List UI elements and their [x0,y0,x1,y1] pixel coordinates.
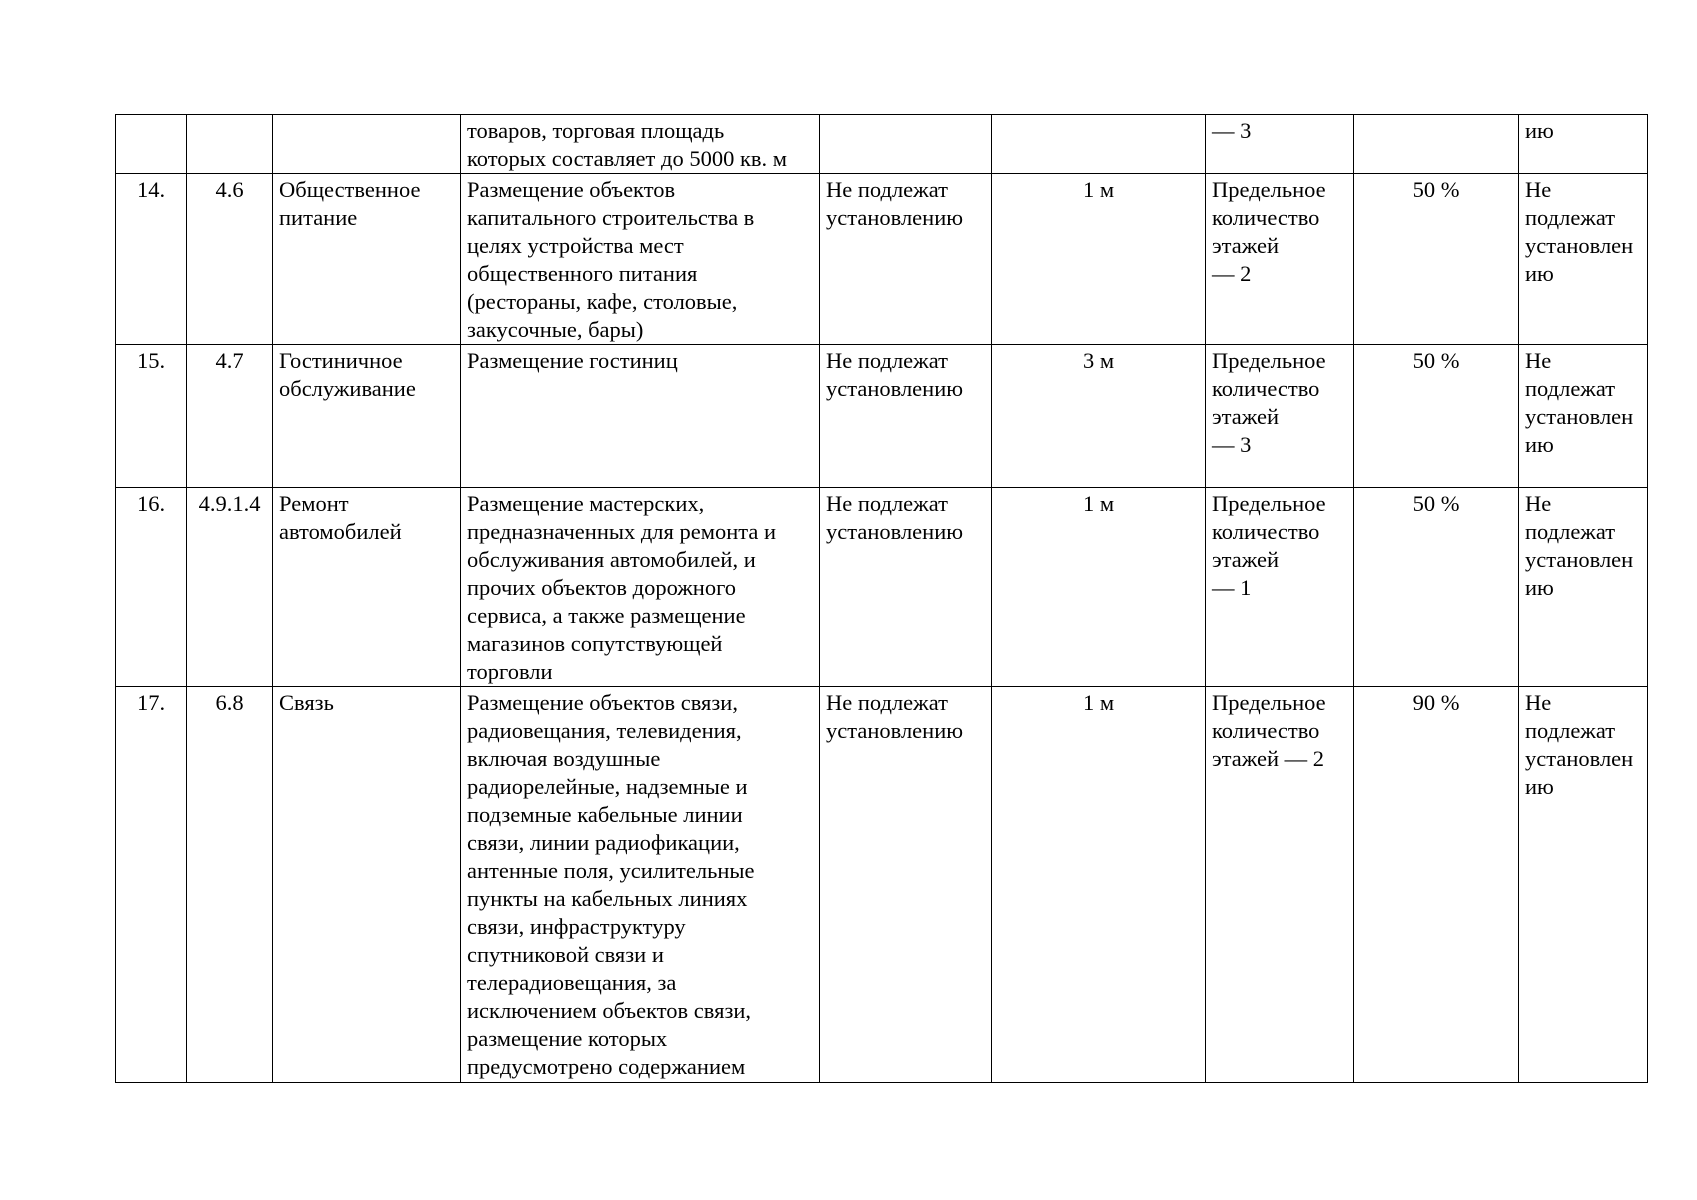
cell-text-line: обслуживание [279,376,416,401]
other-params-cell [1519,345,1648,488]
code-cell [187,115,273,174]
code-cell [187,687,273,1083]
table-row [116,687,1648,1083]
cell-text-line: предусмотрено содержанием [467,1054,746,1079]
floors-cell [1206,687,1354,1083]
use-name-cell [273,488,461,687]
cell-text-line: количество [1212,519,1320,544]
cell-text-line: включая воздушные [467,746,661,771]
row-number-cell [116,115,187,174]
cell-text-line: Предельное [1212,348,1326,373]
cell-text-line: Не [1525,177,1552,202]
cell-text-line: сервиса, а также размещение [467,603,746,628]
cell-text-line: связи, линии радиофикации, [467,830,740,855]
cell-text-line: Размещение гостиниц [467,348,678,373]
cell-text-line: ию [1525,432,1554,457]
cell-text-line: установлению [826,376,964,401]
table-row [116,115,1648,174]
cell-text: 17. [136,690,166,715]
cell-text-line: связи, инфраструктуру [467,914,686,939]
cell-text-line: этажей [1212,547,1280,572]
table-row [116,488,1648,687]
row-number-cell [116,345,187,488]
cell-text: 4.6 [215,177,244,202]
use-name-cell [273,687,461,1083]
cell-text-line: Не [1525,348,1552,373]
cell-text-line: Ремонт [279,491,349,516]
cell-text-line: Не подлежат [826,690,948,715]
cell-text: 3 м [1082,348,1115,373]
use-name-cell [273,115,461,174]
cell-text-line: Не [1525,491,1552,516]
cell-text-line: Предельное [1212,491,1326,516]
description-cell [461,687,820,1083]
cell-text-line: Не подлежат [826,491,948,516]
cell-text-line: подлежат [1525,376,1616,401]
floors-cell [1206,488,1354,687]
cell-text-line: пункты на кабельных линиях [467,886,748,911]
setback-cell [992,174,1206,345]
cell-text-line: автомобилей [279,519,402,544]
cell-text: 1 м [1082,491,1115,516]
table-row [116,174,1648,345]
cell-text-line: ию [1525,774,1554,799]
cell-text-line: Не подлежат [826,348,948,373]
description-cell [461,115,820,174]
row-number-cell [116,174,187,345]
code-cell [187,174,273,345]
cell-text-line: Предельное [1212,690,1326,715]
description-cell [461,345,820,488]
coverage-cell [1354,345,1519,488]
cell-text-line: — 3 [1212,118,1252,143]
setback-cell [992,115,1206,174]
cell-text-line: количество [1212,718,1320,743]
row-number-cell [116,488,187,687]
plot-size-cell [820,115,992,174]
cell-text: 50 % [1412,491,1460,516]
row-number-cell [116,687,187,1083]
cell-text: 16. [136,491,166,516]
cell-text-line: Связь [279,690,334,715]
cell-text: 50 % [1412,348,1460,373]
coverage-cell [1354,174,1519,345]
cell-text-line: размещение которых [467,1026,668,1051]
cell-text-line: установлению [826,205,964,230]
cell-text-line: Общественное [279,177,421,202]
setback-cell [992,687,1206,1083]
cell-text-line: Гостиничное [279,348,403,373]
cell-text-line: торговли [467,659,553,684]
cell-text-line: (рестораны, кафе, столовые, [467,289,738,314]
cell-text-line: — 2 [1212,261,1252,286]
cell-text-line: Предельное [1212,177,1326,202]
coverage-cell [1354,115,1519,174]
cell-text-line: капитального строительства в [467,205,755,230]
cell-text-line: ию [1525,261,1554,286]
setback-cell [992,488,1206,687]
cell-text-line: установлен [1525,547,1634,572]
cell-text-line: которых составляет до 5000 кв. м [467,146,787,171]
cell-text-line: телерадиовещания, за [467,970,677,995]
cell-text-line: подлежат [1525,718,1616,743]
cell-text-line: подлежат [1525,205,1616,230]
cell-text: 4.7 [215,348,244,373]
cell-text-line: ию [1525,118,1554,143]
cell-text-line: установлен [1525,404,1634,429]
cell-text-line: этажей — 2 [1212,746,1325,771]
cell-text-line: — 1 [1212,575,1252,600]
code-cell [187,345,273,488]
cell-text-line: прочих объектов дорожного [467,575,737,600]
cell-text-line: радиорелейные, надземные и [467,774,748,799]
cell-text-line: Не подлежат [826,177,948,202]
cell-text-line: установлению [826,519,964,544]
other-params-cell [1519,488,1648,687]
cell-text-line: магазинов сопутствующей [467,631,723,656]
cell-text: 90 % [1412,690,1460,715]
cell-text-line: предназначенных для ремонта и [467,519,777,544]
use-name-cell [273,345,461,488]
cell-text: 6.8 [215,690,244,715]
cell-text: 1 м [1082,690,1115,715]
cell-text-line: количество [1212,376,1320,401]
cell-text-line: количество [1212,205,1320,230]
cell-text: 4.9.1.4 [198,491,261,516]
cell-text-line: исключением объектов связи, [467,998,752,1023]
other-params-cell [1519,115,1648,174]
cell-text-line: установлению [826,718,964,743]
zoning-table [115,114,1648,1083]
cell-text-line: подземные кабельные линии [467,802,743,827]
coverage-cell [1354,488,1519,687]
cell-text: 50 % [1412,177,1460,202]
coverage-cell [1354,687,1519,1083]
cell-text-line: ию [1525,575,1554,600]
description-cell [461,174,820,345]
cell-text-line: товаров, торговая площадь [467,118,725,143]
use-name-cell [273,174,461,345]
cell-text: 15. [136,348,166,373]
cell-text-line: — 3 [1212,432,1252,457]
other-params-cell [1519,174,1648,345]
cell-text-line: питание [279,205,358,230]
code-cell [187,488,273,687]
plot-size-cell [820,488,992,687]
cell-text-line: Размещение объектов связи, [467,690,738,715]
cell-text-line: этажей [1212,233,1280,258]
plot-size-cell [820,345,992,488]
floors-cell [1206,115,1354,174]
cell-text-line: Не [1525,690,1552,715]
cell-text-line: целях устройства мест [467,233,684,258]
cell-text-line: общественного питания [467,261,698,286]
description-cell [461,488,820,687]
floors-cell [1206,345,1354,488]
cell-text-line: этажей [1212,404,1280,429]
cell-text-line: спутниковой связи и [467,942,664,967]
cell-text: 1 м [1082,177,1115,202]
cell-text-line: антенные поля, усилительные [467,858,755,883]
setback-cell [992,345,1206,488]
cell-text-line: Размещение объектов [467,177,676,202]
plot-size-cell [820,174,992,345]
other-params-cell [1519,687,1648,1083]
cell-text-line: Размещение мастерских, [467,491,705,516]
cell-text-line: установлен [1525,233,1634,258]
cell-text-line: закусочные, бары) [467,317,644,342]
cell-text-line: радиовещания, телевидения, [467,718,742,743]
cell-text-line: установлен [1525,746,1634,771]
cell-text-line: подлежат [1525,519,1616,544]
floors-cell [1206,174,1354,345]
plot-size-cell [820,687,992,1083]
table-row [116,345,1648,488]
cell-text: 14. [136,177,166,202]
table-body [116,115,1648,1083]
cell-text-line: обслуживания автомобилей, и [467,547,756,572]
